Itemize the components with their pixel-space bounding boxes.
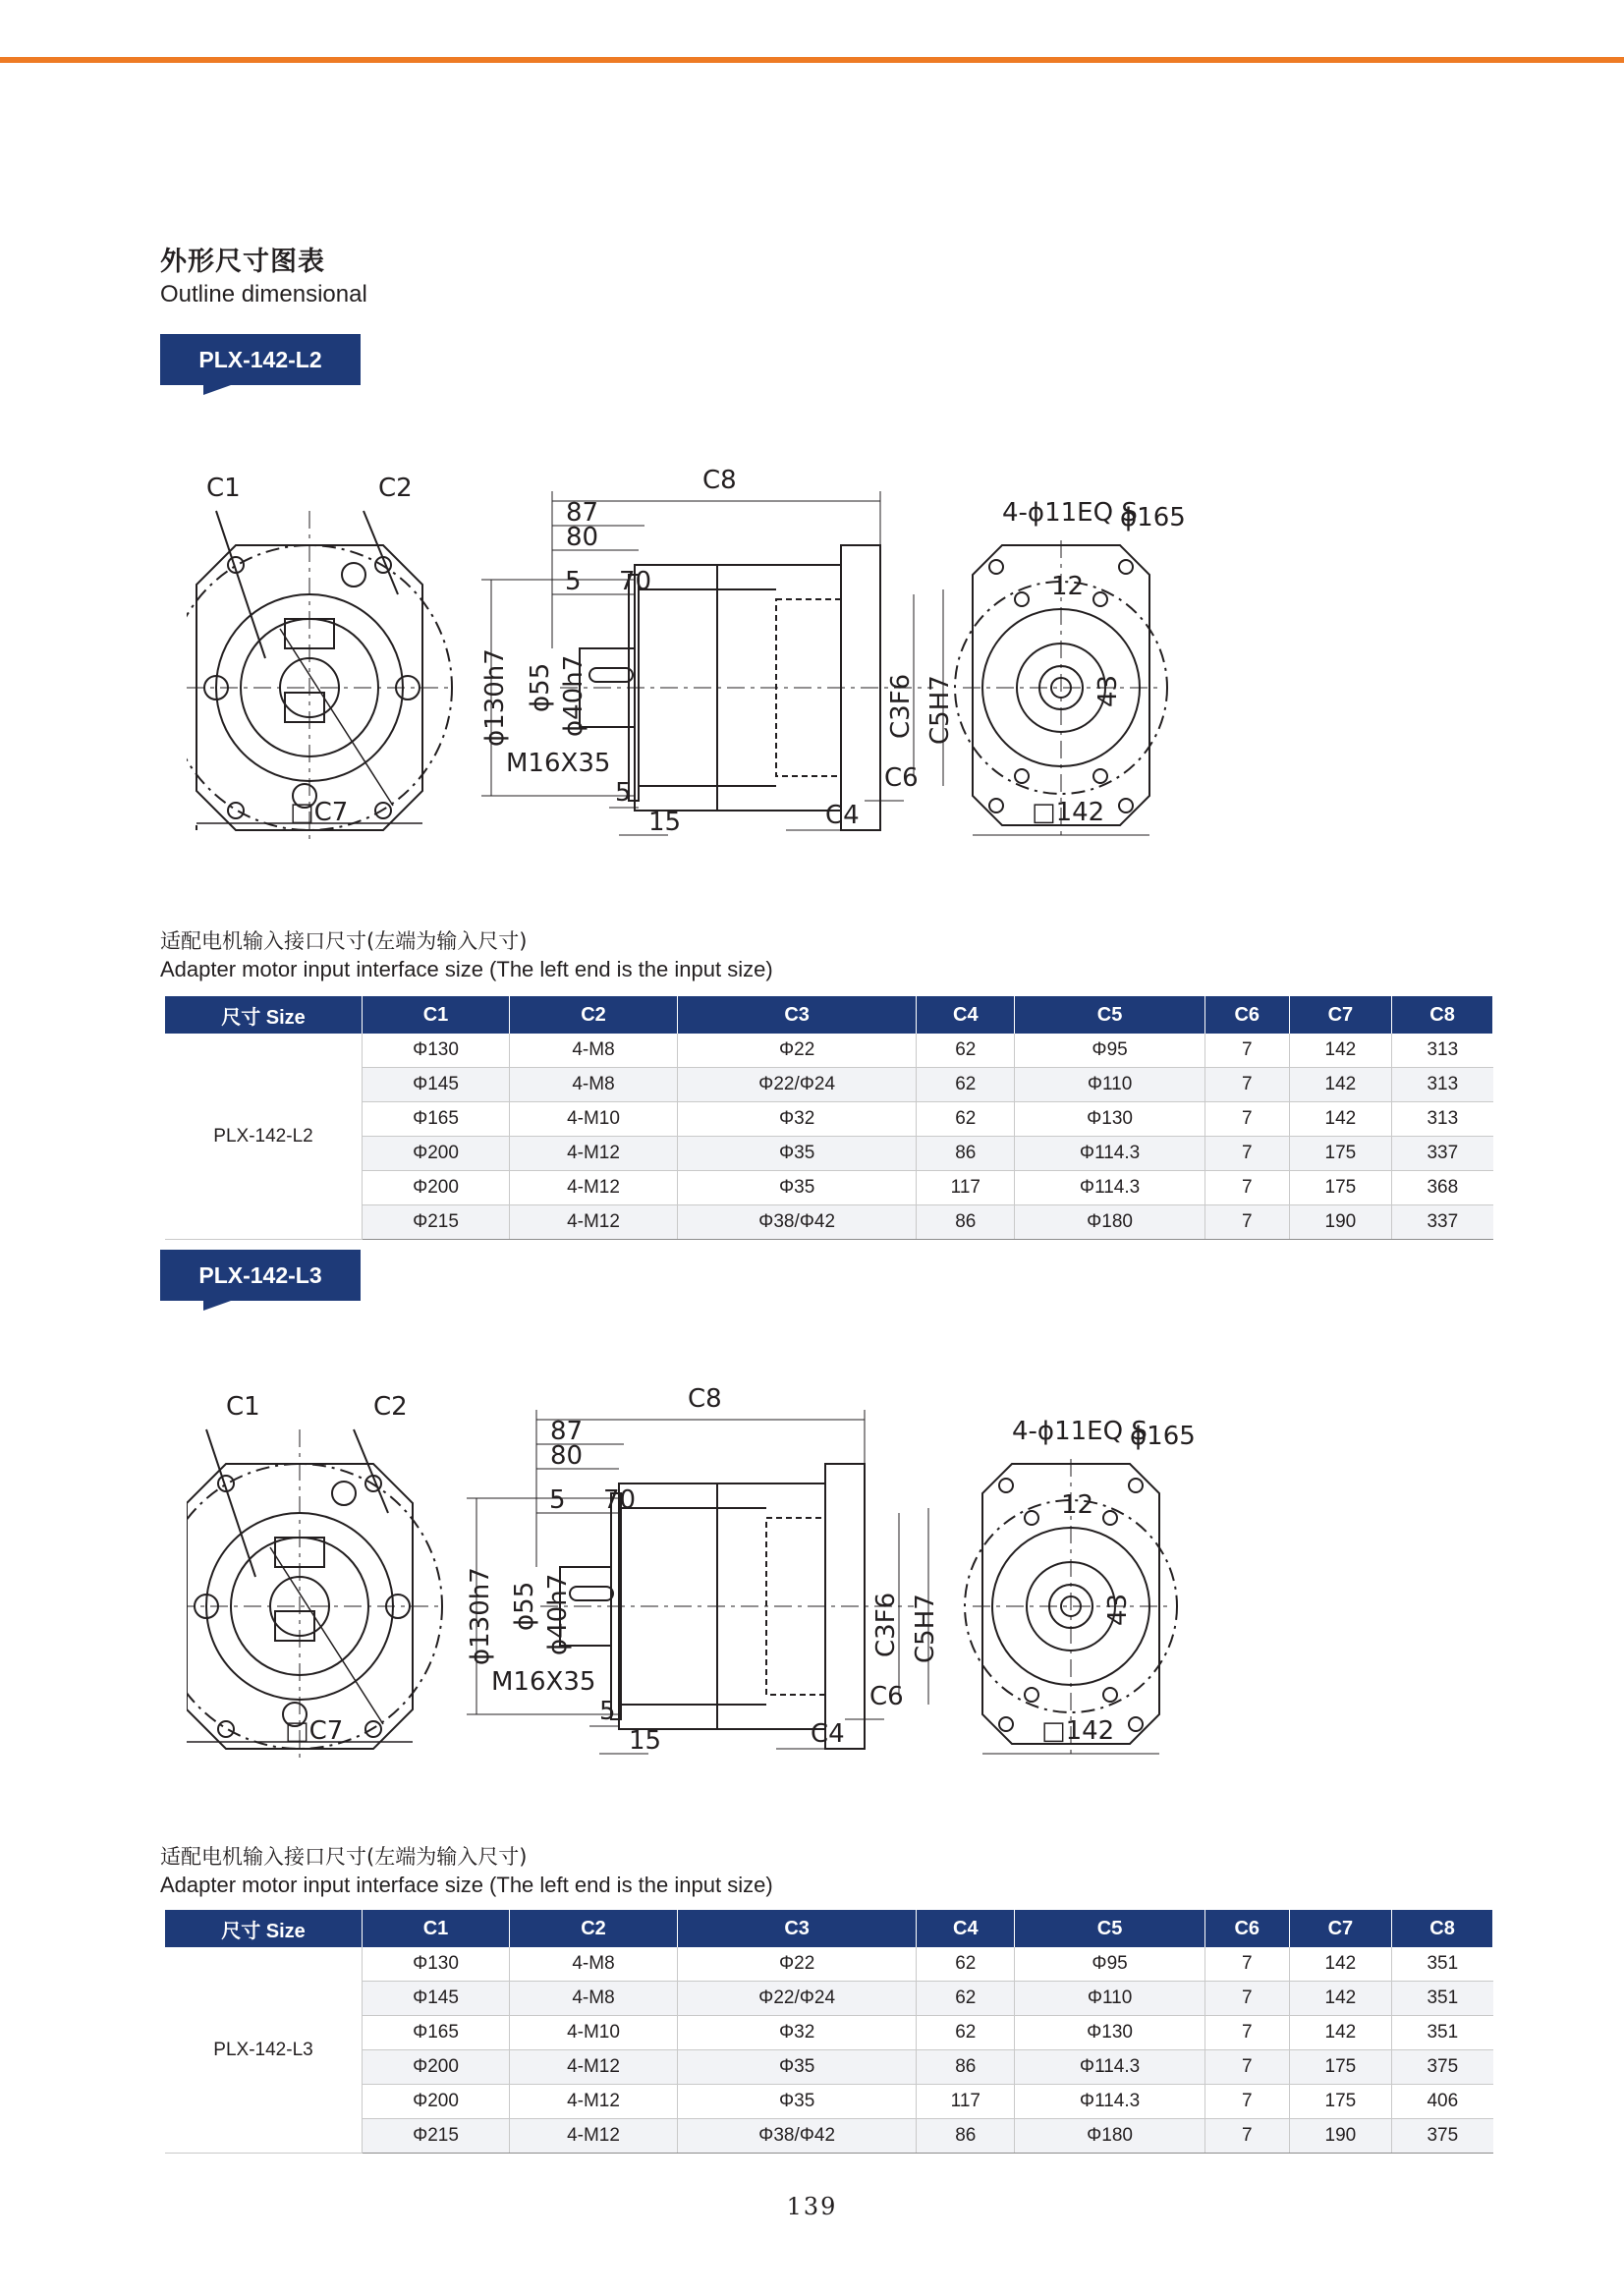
- label-c6: C6: [884, 763, 919, 793]
- caption-cn-l2: 适配电机输入接口尺寸(左端为输入尺寸): [160, 929, 528, 953]
- label-165: ϕ165: [1120, 503, 1186, 532]
- table-row: [165, 1171, 1493, 1205]
- table-cell: Φ180: [1015, 2119, 1204, 2154]
- table-row: [165, 2085, 1493, 2119]
- table-cell: Φ32: [678, 1102, 917, 1137]
- table-cell: 175: [1289, 2050, 1391, 2085]
- table-cell: Φ200: [363, 1137, 510, 1171]
- table-cell: 313: [1392, 1034, 1493, 1068]
- table-row: [165, 1137, 1493, 1171]
- table-cell: Φ114.3: [1015, 1137, 1204, 1171]
- label-holes: 4-ϕ11EQ S: [1002, 498, 1138, 528]
- table-cell: 62: [917, 1982, 1015, 2016]
- table-cell: Φ110: [1015, 1068, 1204, 1102]
- table-cell: 7: [1204, 1137, 1289, 1171]
- table-header-row: [165, 1910, 1493, 1947]
- label-thread: M16X35: [506, 749, 611, 778]
- label-43: 43: [1103, 1593, 1133, 1626]
- table-cell: 86: [917, 2050, 1015, 2085]
- label-c8: C8: [702, 466, 737, 495]
- table-cell: 142: [1289, 1982, 1391, 2016]
- drawing-svg: [187, 1371, 1493, 1763]
- col-header: C2: [510, 996, 678, 1034]
- col-header: C3: [678, 1910, 917, 1947]
- table-cell: 142: [1289, 1068, 1391, 1102]
- drawing-svg: [187, 452, 1493, 845]
- table-cell: 368: [1392, 1171, 1493, 1205]
- table-cell: 4-M12: [510, 1205, 678, 1240]
- table-cell: 4-M12: [510, 2050, 678, 2085]
- label-70: 70: [603, 1485, 637, 1515]
- label-5b: 5: [599, 1697, 616, 1726]
- label-c3: C3F6: [871, 1592, 901, 1657]
- label-c1: C1: [226, 1392, 260, 1422]
- table-cell: 142: [1289, 1947, 1391, 1982]
- table-cell: Φ35: [678, 1137, 917, 1171]
- label-12: 12: [1051, 572, 1085, 601]
- label-40h7: ϕ40h7: [559, 654, 588, 737]
- table-row: [165, 1068, 1493, 1102]
- col-header: C7: [1289, 996, 1391, 1034]
- label-15: 15: [648, 808, 682, 837]
- model-tag-l2: PLX-142-L2: [160, 334, 361, 385]
- table-cell: Φ95: [1015, 1947, 1204, 1982]
- col-header: C1: [363, 1910, 510, 1947]
- table-cell: 7: [1204, 1068, 1289, 1102]
- table-cell: 7: [1204, 2119, 1289, 2154]
- table-cell: 4-M8: [510, 1034, 678, 1068]
- table-row: [165, 1205, 1493, 1240]
- table-cell: 337: [1392, 1137, 1493, 1171]
- table-cell: 142: [1289, 1034, 1391, 1068]
- table-cell: 7: [1204, 2050, 1289, 2085]
- label-142: □142: [1032, 798, 1105, 827]
- table-cell: 351: [1392, 1947, 1493, 1982]
- table-cell: 4-M10: [510, 1102, 678, 1137]
- table-cell: 406: [1392, 2085, 1493, 2119]
- table-cell: 175: [1289, 1171, 1391, 1205]
- label-130h7: ϕ130h7: [480, 648, 510, 747]
- model-cell: PLX-142-L2: [165, 1034, 363, 1240]
- model-tag-l3: PLX-142-L3: [160, 1250, 361, 1301]
- table-cell: 7: [1204, 2085, 1289, 2119]
- table-cell: Φ35: [678, 2085, 917, 2119]
- col-header: C5: [1015, 996, 1204, 1034]
- table-cell: 86: [917, 1205, 1015, 1240]
- label-12: 12: [1061, 1490, 1094, 1520]
- col-header: C7: [1289, 1910, 1391, 1947]
- table-row: [165, 2016, 1493, 2050]
- table-cell: Φ200: [363, 2050, 510, 2085]
- label-c6: C6: [869, 1682, 904, 1711]
- table-cell: 337: [1392, 1205, 1493, 1240]
- table-cell: 86: [917, 2119, 1015, 2154]
- table-cell: 4-M12: [510, 1137, 678, 1171]
- col-header: C1: [363, 996, 510, 1034]
- table-cell: 4-M10: [510, 2016, 678, 2050]
- model-cell: PLX-142-L3: [165, 1947, 363, 2154]
- page-number: 139: [786, 2193, 838, 2220]
- label-87: 87: [550, 1417, 584, 1446]
- table-cell: Φ130: [363, 1947, 510, 1982]
- col-header: C8: [1392, 996, 1493, 1034]
- label-5b: 5: [615, 778, 632, 808]
- table-cell: 4-M8: [510, 1947, 678, 1982]
- label-c5: C5H7: [925, 675, 955, 745]
- section-title-cn: 外形尺寸图表: [160, 247, 325, 277]
- table-cell: 117: [917, 2085, 1015, 2119]
- col-header: C4: [917, 996, 1015, 1034]
- label-55: ϕ55: [510, 1581, 539, 1631]
- table-cell: Φ180: [1015, 1205, 1204, 1240]
- label-87: 87: [566, 498, 599, 528]
- label-c5: C5H7: [911, 1594, 940, 1663]
- label-c7: □C7: [285, 1716, 344, 1746]
- label-165: ϕ165: [1130, 1422, 1196, 1451]
- table-cell: 351: [1392, 2016, 1493, 2050]
- table-cell: Φ130: [363, 1034, 510, 1068]
- table-header-row: [165, 996, 1493, 1034]
- label-thread: M16X35: [491, 1667, 596, 1697]
- label-142: □142: [1041, 1716, 1115, 1746]
- label-c7: □C7: [290, 798, 349, 827]
- table-cell: Φ114.3: [1015, 2050, 1204, 2085]
- table-cell: Φ114.3: [1015, 1171, 1204, 1205]
- label-70: 70: [619, 567, 652, 596]
- table-cell: 175: [1289, 1137, 1391, 1171]
- table-cell: Φ200: [363, 2085, 510, 2119]
- outline-drawing-l2: [187, 452, 1493, 845]
- label-holes: 4-ϕ11EQ S: [1012, 1417, 1148, 1446]
- table-cell: 7: [1204, 1982, 1289, 2016]
- table-cell: 4-M12: [510, 2119, 678, 2154]
- table-cell: 62: [917, 2016, 1015, 2050]
- label-40h7: ϕ40h7: [543, 1573, 573, 1655]
- caption-cn-l3: 适配电机输入接口尺寸(左端为输入尺寸): [160, 1845, 528, 1869]
- table-cell: 62: [917, 1102, 1015, 1137]
- spec-table-l3: [165, 1910, 1493, 2154]
- label-c1: C1: [206, 474, 241, 503]
- caption-en-l3: Adapter motor input interface size (The left end is the input size): [160, 1873, 773, 1897]
- table-cell: 7: [1204, 1205, 1289, 1240]
- table-cell: 7: [1204, 1034, 1289, 1068]
- table-cell: 142: [1289, 2016, 1391, 2050]
- table-cell: Φ32: [678, 2016, 917, 2050]
- outline-drawing-l3: [187, 1371, 1493, 1763]
- table-cell: 313: [1392, 1068, 1493, 1102]
- table-cell: Φ114.3: [1015, 2085, 1204, 2119]
- col-header: C4: [917, 1910, 1015, 1947]
- table-cell: 117: [917, 1171, 1015, 1205]
- table-cell: Φ215: [363, 2119, 510, 2154]
- table-row: [165, 1947, 1493, 1982]
- label-130h7: ϕ130h7: [466, 1567, 495, 1665]
- table-cell: Φ145: [363, 1068, 510, 1102]
- caption-en-l2: Adapter motor input interface size (The left end is the input size): [160, 957, 773, 981]
- table-cell: 4-M8: [510, 1982, 678, 2016]
- table-cell: Φ38/Φ42: [678, 1205, 917, 1240]
- table-cell: 86: [917, 1137, 1015, 1171]
- table-cell: Φ130: [1015, 2016, 1204, 2050]
- col-header: C2: [510, 1910, 678, 1947]
- col-header: C6: [1204, 996, 1289, 1034]
- table-cell: Φ130: [1015, 1102, 1204, 1137]
- table-cell: 62: [917, 1068, 1015, 1102]
- spec-table-l2: [165, 996, 1493, 1240]
- label-c2: C2: [378, 474, 413, 503]
- label-5a: 5: [565, 567, 582, 596]
- table-cell: 7: [1204, 2016, 1289, 2050]
- table-cell: Φ22/Φ24: [678, 1068, 917, 1102]
- label-80: 80: [550, 1441, 584, 1471]
- col-header: 尺寸 Size: [165, 1910, 363, 1947]
- table-cell: 4-M12: [510, 1171, 678, 1205]
- table-cell: Φ215: [363, 1205, 510, 1240]
- label-5a: 5: [549, 1485, 566, 1515]
- table-cell: 313: [1392, 1102, 1493, 1137]
- top-accent-rule: [0, 57, 1624, 63]
- label-80: 80: [566, 523, 599, 552]
- col-header: 尺寸 Size: [165, 996, 363, 1034]
- label-c4: C4: [825, 801, 860, 830]
- table-cell: 7: [1204, 1171, 1289, 1205]
- table-cell: 175: [1289, 2085, 1391, 2119]
- table-cell: Φ200: [363, 1171, 510, 1205]
- table-cell: Φ22/Φ24: [678, 1982, 917, 2016]
- table-cell: 375: [1392, 2119, 1493, 2154]
- table-row: [165, 1982, 1493, 2016]
- label-15: 15: [629, 1726, 662, 1756]
- table-cell: Φ35: [678, 1171, 917, 1205]
- table-cell: 62: [917, 1034, 1015, 1068]
- col-header: C8: [1392, 1910, 1493, 1947]
- table-cell: 190: [1289, 1205, 1391, 1240]
- table-cell: 351: [1392, 1982, 1493, 2016]
- col-header: C6: [1204, 1910, 1289, 1947]
- table-cell: Φ145: [363, 1982, 510, 2016]
- table-cell: 375: [1392, 2050, 1493, 2085]
- table-cell: Φ95: [1015, 1034, 1204, 1068]
- label-c8: C8: [688, 1384, 722, 1414]
- table-cell: 4-M12: [510, 2085, 678, 2119]
- col-header: C5: [1015, 1910, 1204, 1947]
- table-cell: 142: [1289, 1102, 1391, 1137]
- table-row: [165, 1034, 1493, 1068]
- label-43: 43: [1093, 674, 1123, 707]
- table-cell: 190: [1289, 2119, 1391, 2154]
- table-cell: Φ110: [1015, 1982, 1204, 2016]
- table-cell: 4-M8: [510, 1068, 678, 1102]
- label-c2: C2: [373, 1392, 408, 1422]
- section-title-en: Outline dimensional: [160, 281, 367, 308]
- table-row: [165, 2119, 1493, 2154]
- table-cell: Φ165: [363, 1102, 510, 1137]
- label-c3: C3F6: [886, 673, 916, 739]
- label-c4: C4: [811, 1719, 845, 1749]
- table-cell: 7: [1204, 1947, 1289, 1982]
- table-cell: Φ22: [678, 1034, 917, 1068]
- table-cell: Φ165: [363, 2016, 510, 2050]
- table-cell: 7: [1204, 1102, 1289, 1137]
- table-row: [165, 1102, 1493, 1137]
- table-cell: Φ38/Φ42: [678, 2119, 917, 2154]
- table-cell: 62: [917, 1947, 1015, 1982]
- table-cell: Φ35: [678, 2050, 917, 2085]
- table-cell: Φ22: [678, 1947, 917, 1982]
- label-55: ϕ55: [526, 662, 555, 712]
- col-header: C3: [678, 996, 917, 1034]
- table-row: [165, 2050, 1493, 2085]
